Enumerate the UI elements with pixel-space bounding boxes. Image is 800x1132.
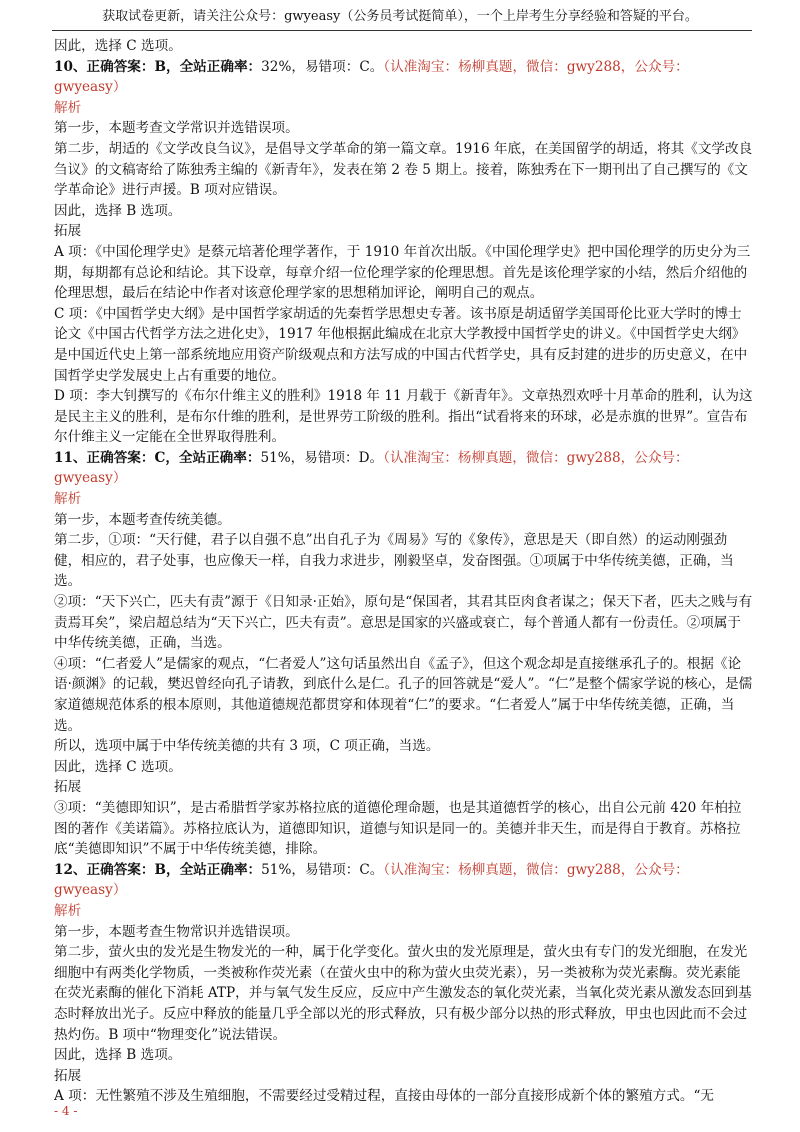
paragraph: 第一步，本题考查文学常识并选错误项。 bbox=[54, 120, 299, 137]
answer-line bbox=[54, 860, 754, 901]
paragraph: C 项：《中国哲学史大纲》是中国哲学家胡适的先秦哲学思想史专著。该书原是胡适留学美国哥伦比亚大学时的博士论文《中国古代哲学方法之进化史》，1917 年他根据此编成在北京大学教授中国哲学史的讲义。《中国哲学史大纲》是中国近代史上第一部系统地应用资产阶级观点和方法写成的中国古代哲学史，具有反封建的进步的历史意义，在中国哲学史学发展史上占有重要的地位。 bbox=[54, 305, 748, 384]
document-body bbox=[54, 36, 754, 1107]
paragraph: 因此，选择 C 选项。 bbox=[54, 38, 182, 54]
answer-line bbox=[54, 57, 754, 98]
accuracy-rate: 51%，易错项：D。 bbox=[260, 449, 384, 466]
paragraph: ④项：“仁者爱人”是儒家的观点，“仁者爱人”这句话虽然出自《孟子》，但这个观念却是直接继承孔子的。根据《论语·颜渊》的记载，樊迟曾经向孔子请教，到底什么是仁。孔子的回答就是“爱人”。“仁”是整个儒家学说的核心，是儒家道德规范体系的根本原则，其他道德规范都贯穿和体现着“仁”的要求。“仁者爱人”属于中华传统美德，正确，当选。 bbox=[54, 655, 753, 734]
paragraph: A 项：《中国伦理学史》是蔡元培著伦理学著作，于 1910 年首次出版。《中国伦理学史》把中国伦理学的历史分为三期，每期都有总论和结论。其下设章，每章介绍一位伦理学家的伦理思想。首先是该伦理学家的小结，然后介绍他的伦理思想，最后在结论中作者对该意伦理学家的思想稍加评论，阐明自己的观点。 bbox=[54, 243, 751, 302]
page-header bbox=[0, 6, 800, 30]
section-heading-analysis: 解析 bbox=[54, 902, 82, 919]
section-heading-extension: 拓展 bbox=[54, 1067, 82, 1084]
section-heading-analysis: 解析 bbox=[54, 491, 82, 508]
paragraph: 第二步，萤火虫的发光是生物发光的一种，属于化学变化。萤火虫的发光原理是，萤火虫有专门的发光细胞，在发光细胞中有两类化学物质，一类被称作荧光素（在萤火虫中的称为萤火虫荧光素），另一类被称为荧光素酶。荧光素能在荧光素酶的催化下消耗 ATP，并与氧气发生反应，反应中产生激发态的氧化荧光素，当氧化荧光素从激发态回到基态时释放出光子。反应中释放的能量几乎全部以光的形式释放，只有极少部分以热的形式释放，甲虫也因此而不会过热灼伤。B 项中“物理变化”说法错误。 bbox=[54, 944, 752, 1043]
paragraph: 第二步，胡适的《文学改良刍议》，是倡导文学革命的第一篇文章。1916 年底，在美国留学的胡适，将其《文学改良刍议》的文稿寄给了陈独秀主编的《新青年》，发表在第 2 卷 5 期上。接着，陈独秀在下一期刊出了自己撰写的《文学革命论》进行声援。B 项对应错误。 bbox=[54, 140, 753, 199]
answer-line bbox=[54, 448, 754, 489]
section-heading-analysis: 解析 bbox=[54, 99, 82, 116]
accuracy-label: ，全站正确率： bbox=[165, 449, 261, 466]
answer-key: B bbox=[154, 861, 166, 878]
answer-number: 10、正确答案： bbox=[54, 58, 155, 75]
answer-key: B bbox=[154, 58, 166, 75]
section-heading-extension: 拓展 bbox=[54, 223, 82, 240]
header-divider bbox=[52, 30, 752, 31]
section-heading-extension: 拓展 bbox=[54, 779, 82, 796]
paragraph: 所以，选项中属于中华传统美德的共有 3 项，C 项正确，当选。 bbox=[54, 738, 440, 755]
paragraph: ②项：“天下兴亡，匹夫有责”源于《日知录·正始》，原句是“保国者，其君其臣肉食者谋之；保天下者，匹夫之贱与有责焉耳矣”，梁启超总结为“天下兴亡，匹夫有责”。意思是国家的兴盛或衰亡，每个普通人都有一份责任。②项属于中华传统美德，正确，当选。 bbox=[54, 594, 753, 652]
answer-number: 11、正确答案： bbox=[54, 449, 155, 466]
paragraph: D 项：李大钊撰写的《布尔什维主义的胜利》1918 年 11 月载于《新青年》。文章热烈欢呼十月革命的胜利，认为这是民主主义的胜利，是布尔什维的胜利，是世界劳工阶级的胜利。指出“试看将来的环球，必是赤旗的世界”。宣告布尔什维主义一定能在全世界取得胜利。 bbox=[54, 388, 753, 446]
accuracy-rate: 51%，易错项：C。 bbox=[261, 861, 384, 878]
accuracy-label: ，全站正确率： bbox=[165, 861, 262, 878]
promo-note: （认准淘宝：杨柳真题，微信：gwy288，公众号：gwyeasy） bbox=[54, 58, 689, 96]
accuracy-label: ，全站正确率： bbox=[165, 58, 262, 75]
paragraph: 第一步，本题考查传统美德。 bbox=[54, 511, 231, 528]
paragraph: 第一步，本题考查生物常识并选错误项。 bbox=[54, 923, 299, 940]
paragraph: 因此，选择 B 选项。 bbox=[54, 202, 182, 219]
paragraph: 因此，选择 B 选项。 bbox=[54, 1047, 182, 1064]
paragraph: A 项：无性繁殖不涉及生殖细胞，不需要经过受精过程，直接由母体的一部分直接形成新个体的繁殖方式。“无 bbox=[54, 1088, 714, 1105]
page-number: - 4 - bbox=[54, 1104, 78, 1118]
paragraph: ③项：“美德即知识”，是古希腊哲学家苏格拉底的道德伦理命题，也是其道德哲学的核心，出自公元前 420 年柏拉图的著作《美诺篇》。苏格拉底认为，道德即知识，道德与知识是同一的。美德并非天生，而是得自于教育。苏格拉底“美德即知识”不属于中华传统美德，排除。 bbox=[54, 799, 742, 858]
promo-note: （认准淘宝：杨柳真题，微信：gwy288，公众号：gwyeasy） bbox=[54, 861, 689, 899]
paragraph: 因此，选择 C 选项。 bbox=[54, 758, 182, 775]
header-text: 获取试卷更新，请关注公众号：gwyeasy（公务员考试挺简单），一个上岸考生分享经验和答疑的平台。 bbox=[102, 9, 698, 24]
answer-number: 12、正确答案： bbox=[54, 861, 155, 878]
paragraph: 第二步，①项：“天行健，君子以自强不息”出自孔子为《周易》写的《象传》，意思是天（即自然）的运动刚强劲健，相应的，君子处事，也应像天一样，自我力求进步，刚毅坚卓，发奋图强。①项属于中华传统美德，正确，当选。 bbox=[54, 532, 734, 590]
promo-note: （认准淘宝：杨柳真题，微信：gwy288，公众号：gwyeasy） bbox=[54, 449, 689, 487]
answer-key: C bbox=[154, 449, 166, 466]
accuracy-rate: 32%，易错项：C。 bbox=[261, 58, 384, 75]
